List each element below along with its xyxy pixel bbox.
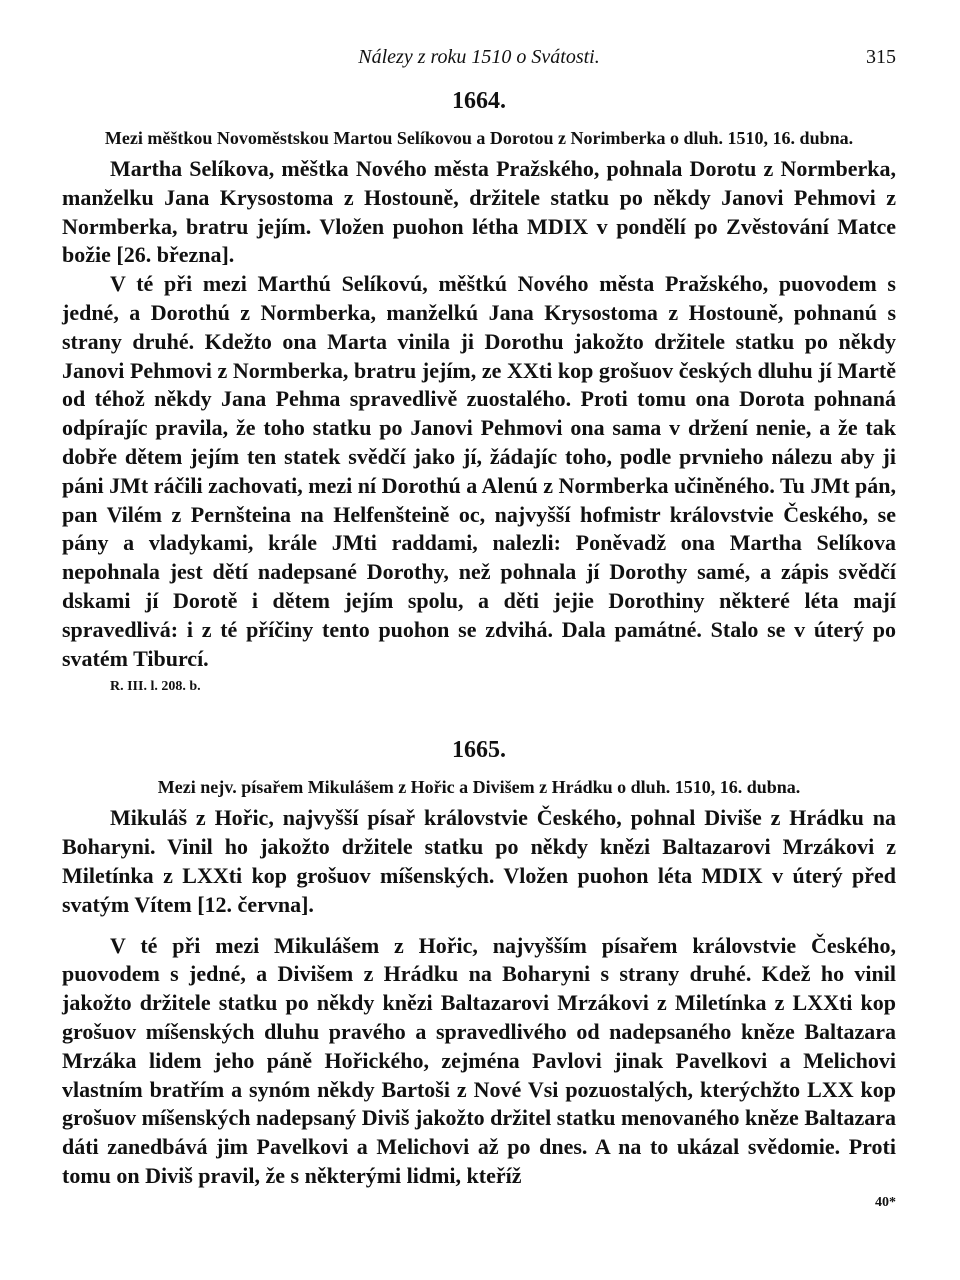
running-title: Nálezy z roku 1510 o Svátosti. [358,46,600,68]
section-spacer [62,695,896,723]
running-head [62,40,896,74]
page [62,40,896,1211]
paragraph: Mikuláš z Hořic, najvyšší písař královstvie Českého, pohnal Diviše z Hrádku na Boharyni. Vinil ho jakožto držitele statku po někdy knězi Baltazarovi Mrzákovi z Miletínka z LXXti kop grošuov míšenských. Vložen puohon léta MDIX v úterý před svatým Vítem [12. června]. [62,805,896,917]
page-number: 315 [866,46,896,68]
entry-heading: Mezi nejv. písařem Mikulášem z Hořic a Divišem z Hrádku o dluh. 1510, 16. dubna. [157,777,801,798]
entry-1664 [62,88,896,695]
paragraph: V té při mezi Marthú Selíkovú, měštkú Nového města Pražského, puovodem s jedné, a Dorothú z Normberka, manželkú Jana Krysostoma z Hostouně, pohnanú s strany druhé. Kdežto ona Marta vinila ji Dorothu jakožto držitele statku po někdy Janovi Pehmovi z Normberka, bratru jejím, ze XXti kop grošuov českých dluhu jí Martě od téhož někdy Jana Pehma spravedlivě zuostalého. Proti tomu ona Dorota pohnaná odpírajíc pravila, že toho statku po Janovi Pehmovi ona sama v držení nenie, a že tak dobře dětem jejím ten statek svědčí jako jí, žádajíc toho, podle prvnieho nálezu aby ji páni JMt ráčili zachovati, mezi ní Dorothú a Alenú z Normberka učiněného. Tu JMt pán, pan Vilém z Pernšteina na Helfenšteině oc, najvyšší hofmistr královstvie Českého, se pány a vladykami, krále JMti raddami, nalezli: Poněvadž ona Martha Selíkova nepohnala jest dětí nadepsané Dorothy, než pohnala jí Dorothy samé, a zápis svědčí dskami jí Dorotě i dětem jejím spolu, a děti jejie Dorothiny některé léta mají spravedlivá: i z té příčiny tento puohon se zdvihá. Dala památné. Stalo se v úterý po svatém Tiburcí. [62,271,896,671]
entry-number: 1664. [452,88,506,114]
source-reference: R. III. l. 208. b. [110,679,201,695]
entry-number: 1665. [452,737,506,764]
paragraph: Martha Selíkova, měštka Nového města Pražského, pohnala Dorotu z Normberka, manželku Jana Krysostoma z Hostouně, držitele statku po někdy Janovi Pehmovi z Normberka, bratru jejím. Vložen puohon létha MDIX v pondělí po Zvěstování Matce božie [26. března]. [62,156,896,268]
paragraph: V té při mezi Mikulášem z Hořic, najvyšším písařem královstvie Českého, puovodem s jedné, a Divišem z Hrádku na Boharyni s strany druhé. Kdež ho vinil jakožto držitele statku po někdy knězi Baltazarovi Mrzákovi z Miletínka z LXXti kop grošuov míšenských dluhu pravého a spravedlivého od nadepsaného kněze Baltazara Mrzáka lidem jeho páně Hořického, zejména Pavlovi jinak Pavelkovi a Melichovi vlastním bratřím a synóm někdy Bartoši z Nové Vsi pozuostalých, kterýchžto LXX kop grošuov míšenských nadepsaný Diviš jakožto držitel statku menovaného kněze Baltazara dáti zanedbává jim Pavelkovi a Melichovi až po dnes. A na to ukázal svědomie. Proti tomu on Diviš pravil, že s některými lidmi, kteříž [62,932,896,1188]
entry-heading: Mezi měštkou Novoměstskou Martou Selíkovou a Dorotou z Norimberka o dluh. 1510, 16. dubna. [104,128,854,148]
entry-1665 [62,737,896,1190]
signature-mark: 40* [875,1194,896,1210]
